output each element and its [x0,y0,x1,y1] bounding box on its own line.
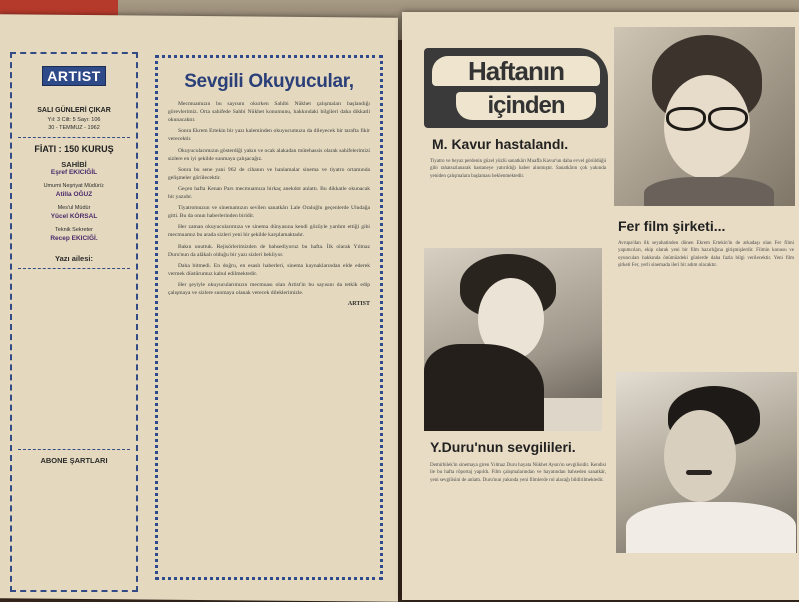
face-shape [664,410,736,502]
paper-shape [544,398,602,431]
letter-paragraph: Her şeyiyle okuyucularımızın mecmuası olan Artist'in bu sayısını da tetkik edip çalışmaya ve sizlere sunmaya olanak verecek dileklerimizle. [168,281,370,296]
jacket-shape [424,344,544,431]
writers-label: Yazı ailesi: [55,254,93,263]
letter-paragraph: Geçen hafta Kenan Pars mecmuamıza birkaç anekdot anlattı. Bu dikkatle okunacak bir yazıdır. [168,185,370,201]
headline-fer-film: Fer film şirketi... [618,218,726,234]
director-name: Atilla OĞUZ [55,191,93,198]
headline-duru: Y.Duru'nun sevgilileri. [430,439,576,455]
artist-logo: ARTIST [42,66,106,86]
subscription-label: ABONE ŞARTLARI [40,456,108,465]
letter-signature: ARTIST [347,301,370,308]
section-logo-line1: Haftanın [432,56,600,86]
mustache-shape [686,470,712,475]
letter-paragraph: Okuyucularımızın gösterdiği yakın ve ocak alakadan mütehassis olarak sahifelerimizi sizlere en iyi şekilde sunmaya çalışacağız. [168,147,370,162]
secretary-name: Recep EKICIĞİ. [50,235,98,242]
publication-day: SALI GÜNLERİ ÇIKAR [37,107,111,114]
letter-paragraph: Sonra bu sene yani 962 de cihanın ve hanlamalar sinema ve tiyatro ortamında gelişmeler görülecektir. [168,166,370,181]
photo-woman-smiling [424,248,602,431]
letter-title: Sevgili Okuyucular, [184,71,354,92]
letter-paragraph: Tiyatromuzun ve sinemamızın sevilen sanatkârı Lale Oraloğlu geçenlerde Uludağa gitti. Bu da onun haberlerinden biridir. [168,205,370,220]
photo-man-mustache [616,372,797,553]
letter-paragraph: Mecmuamızın bu sayısını okurken Sahibi Nükhet çalışmaları başlandığı görevlerimiz. Orta sahifede Sahbi Nükhet konumunu, hakkındaki bilgileri daha dikkatli okunacaktır. [168,101,370,124]
owner-label: SAHİBİ [61,160,87,169]
article-kavur: Tiyatro ve beyaz perdenin güzel yüzlü sanatkârı Muaffa Kavur'un daha evvel görüldüğü gibi rahatsızlanarak hastaneye yatırıldığı haber alınmıştır. Sanatkârın çok yakında yeniden çalışmalara başlaması beklenmektedir. [430,159,606,179]
issue-date: 30 - TEMMUZ - 1962 [48,125,100,131]
article-duru: Demirbilek'in sinemaya giren Yılmaz Duru hayata Nükhet Aysın'ın sevgilisidir. Kendisi ile bu hafta röportaj yapıldı. Film çalışmalarından ve hayatından bahseden sanatkâr, yeni sevgilisini de anlattı. Duru'nun yakında yeni filmlerde rol alacağı bildirilmektedir. [430,463,606,483]
manager-label: Mes'ul Müdür [57,205,91,211]
issue-info: Yıl: 3 Cilt: 5 Sayı: 106 [47,117,101,123]
owner-name: Eşref EKICIĞİL [50,169,98,176]
divider [18,137,130,138]
headline-kavur: M. Kavur hastalandı. [432,136,569,152]
section-logo-line2: içinden [456,92,596,120]
portrait-photo-woman-glasses [614,27,795,206]
masthead-filler [16,97,132,104]
shoulders-shape [644,177,774,206]
editorial-letter [155,55,383,580]
section-logo [424,48,608,128]
letter-paragraph: Her zaman okuyucularımıza ve sinema dünyasına kendi gözüyle yardım ettiği gibi mecmuamız bu arada sizleri yeni bir şekilde karşılamaktadır. [168,224,370,239]
director-label: Umumi Neşriyat Müdürü: [43,183,105,189]
manager-name: Yücel KÖRSAL [50,213,98,220]
shirt-shape [626,502,796,553]
article-fer-film: Avrupa'dan ilk seyahatinden dönen Ekrem Ertekin'in de arkadaşı olan Fer filmi yapımcıları, ekip olarak yeni bir film hazırlığına girişmişlerdir. Filmin konusu ve oyuncuları hakkında önümüzdeki günlerde daha fazla bilgi verilecektir. Yeni film şirketi Fer, yerli sinemada ileri bir adım olacaktır. [618,241,794,269]
letter-paragraph: Daha bitmedi. En doğru, en esaslı haberleri, sinema kaynaklarından elde ederek vermek düstûrumuz kabul edilmektedir. [168,262,370,277]
glasses-icon [666,107,706,131]
divider [18,449,130,450]
divider [18,268,130,269]
letter-paragraph: Sonra Ekrem Ertekin bir yazı kaleminden okuyucumuzu da dileyecek bir tarafta fikir verecektir. [168,128,370,143]
secretary-label: Teknik Sekreter [55,227,93,233]
issue-price: FİATI : 150 KURUŞ [34,144,114,154]
glasses-icon [708,107,748,131]
letter-paragraph: Bakın unuttuk. Rejisörlerimizden de bahsediyoruz bu hafta. İlk olarak Yılmaz Duru'nun da alâkalı olduğu bir yazı sizleri bekliyor. [168,243,370,258]
masthead-column [10,52,138,592]
